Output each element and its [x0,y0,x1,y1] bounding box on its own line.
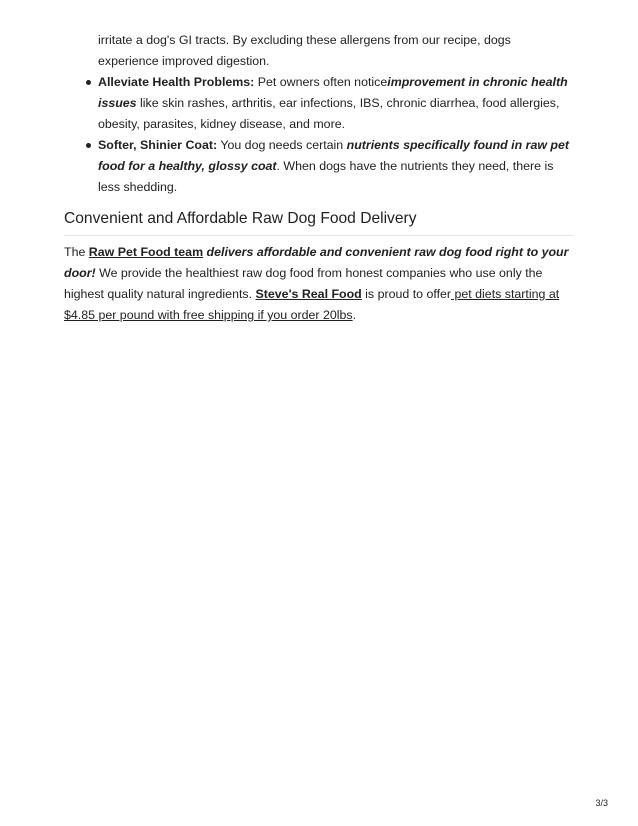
bullet-text: Pet owners often notice [254,75,388,89]
delivery-paragraph [64,242,574,326]
bullet-text: like skin rashes, arthritis, ear infections, IBS, chronic diarrhea, food allergies, obesity, parasites, kidney disease, and more. [98,96,560,131]
section-heading: Convenient and Affordable Raw Dog Food Delivery [64,208,574,236]
list-item-health-problems [64,72,574,135]
document-body [64,30,574,326]
benefits-list [64,72,574,198]
bullet-dot-icon [86,80,91,85]
list-item-shinier-coat [64,135,574,198]
bullet-text: . When dogs have the nutrients they need, there is less shedding. [98,159,554,194]
bullet-dot-icon [86,143,91,148]
bullet-label: Alleviate Health Problems: [98,75,255,89]
page-number: 3/3 [595,798,608,808]
paragraph-text: . [352,308,357,322]
bullet-label: Softer, Shinier Coat: [98,138,218,152]
paragraph-emphasis: delivers affordable and convenient raw dog food right to your door! [64,245,569,280]
paragraph-text: The [64,245,89,259]
bullet-text: You dog needs certain [217,138,347,152]
bullet-emphasis: nutrients specifically found in raw pet food for a healthy, glossy coat [98,138,570,173]
bullet-continuation-text: irritate a dog's GI tracts. By excluding these allergens from our recipe, dogs experience improved digestion. [98,33,511,68]
raw-pet-food-team-link[interactable]: Raw Pet Food team [88,245,204,259]
paragraph-text: is proud to offer [361,287,452,301]
bullet-emphasis: improvement in chronic health issues [98,75,568,110]
steves-real-food-link[interactable]: Steve's Real Food [255,287,362,301]
paragraph-text: We provide the healthiest raw dog food from honest companies who use only the highest quality natural ingredients. [64,266,543,301]
pricing-offer-link[interactable]: pet diets starting at $4.85 per pound with free shipping if you order 20lbs [64,287,560,322]
